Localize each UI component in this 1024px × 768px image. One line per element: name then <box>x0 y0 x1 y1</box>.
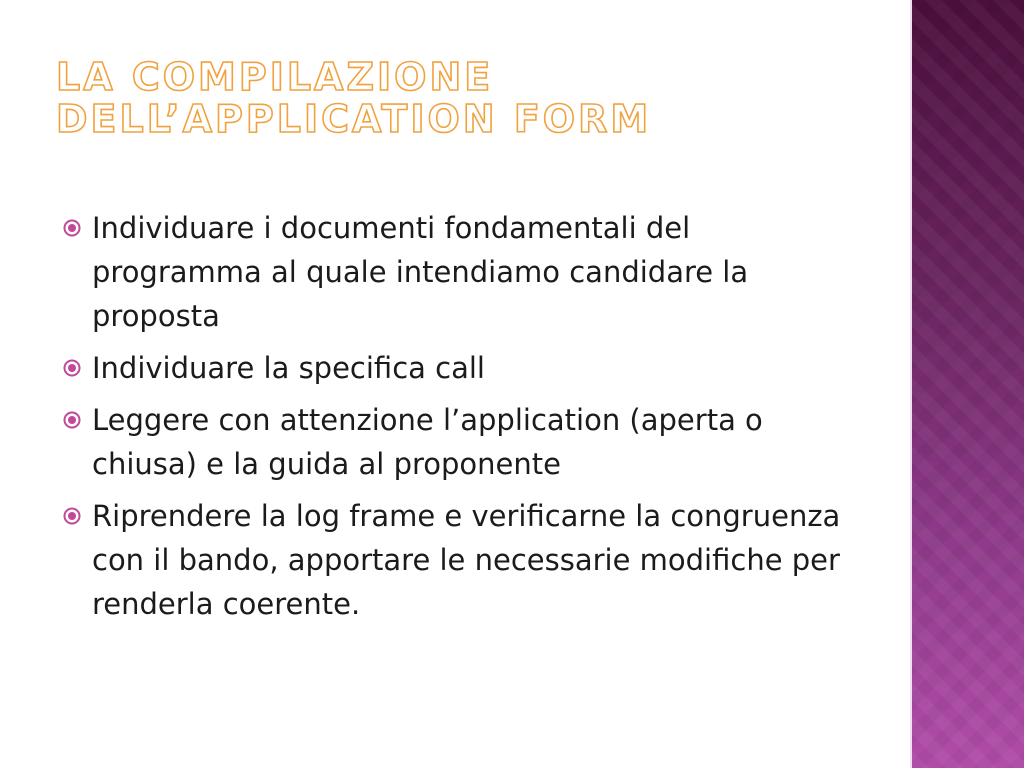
bullet-text: Riprendere la log frame e verificarne la congruenza con il bando, apportare le necessarie modifiche per renderla coerente. <box>92 499 841 621</box>
bullet-item <box>62 398 862 486</box>
slide-title <box>56 56 896 140</box>
radio-bullet-icon <box>62 218 82 238</box>
title-line-2: DELL’APPLICATION FORM <box>56 97 652 141</box>
bullet-item <box>62 206 862 338</box>
radio-bullet-icon <box>62 358 82 378</box>
bullet-item <box>62 346 862 390</box>
radio-bullet-icon <box>62 506 82 526</box>
bullet-list <box>62 206 862 634</box>
decorative-sidebar <box>910 0 1024 768</box>
radio-bullet-icon <box>62 410 82 430</box>
title-line-1: LA COMPILAZIONE <box>56 55 494 99</box>
bullet-item <box>62 494 862 626</box>
bullet-text: Leggere con attenzione l’application (aperta o chiusa) e la guida al proponente <box>92 403 763 481</box>
bullet-text: Individuare la specifica call <box>92 351 485 385</box>
bullet-text: Individuare i documenti fondamentali del programma al quale intendiamo candidare la proposta <box>92 211 749 333</box>
